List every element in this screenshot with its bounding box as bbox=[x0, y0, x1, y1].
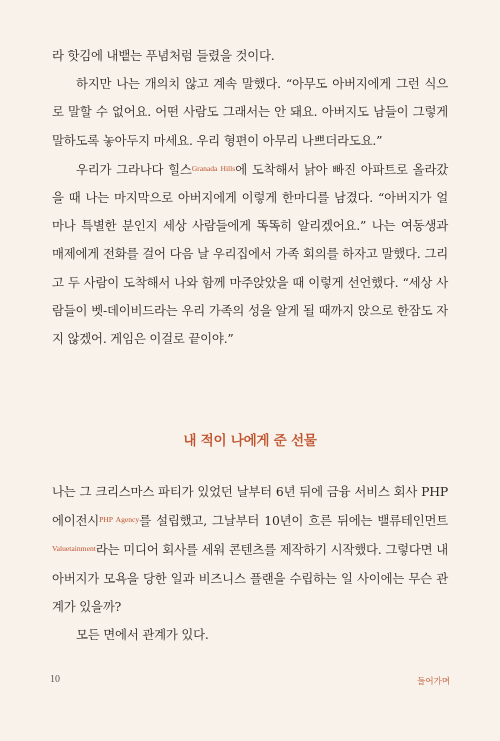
paragraph-3-part-a: 우리가 그라나다 힐스 bbox=[76, 161, 192, 177]
paragraph-4 bbox=[52, 478, 448, 621]
paragraph-3-part-b: 에 도착해서 낡아 빠진 아파트로 올라갔을 때 나는 마지막으로 아버지에게 이렇게 한마디를 남겼다. “아버지가 얼마나 특별한 분인지 세상 사람들에게 똑똑히 알리겠어요.” 나는 여동생과 매제에게 전화를 걸어 다음 날 우리집에서 가족 회의를 하자고 말했다. 그리고 두 사람이 도착해서 나와 함께 마주앉았을 때 이렇게 선언했다. “세상 사람들이 벳-데이비드라는 우리 가족의 성을 알게 될 때까지 앉으로 한잠도 자지 않겠어. 게임은 이걸로 끝이야.” bbox=[52, 161, 448, 347]
paragraph-5: 모든 면에서 관계가 있다. bbox=[76, 627, 209, 643]
paragraph-4-part-c: 라는 미디어 회사를 세워 콘텐츠를 제작하기 시작했다. 그렇다면 내 아버지가 모욕을 당한 일과 비즈니스 플랜을 수립하는 일 사이에는 무슨 관계가 있을까? bbox=[52, 542, 448, 614]
paragraph-3 bbox=[52, 155, 448, 353]
gloss-valuetainment: Valuetainment bbox=[52, 544, 96, 554]
paragraph-1: 라 핫김에 내뱉는 푸념처럼 들렸을 것이다. bbox=[52, 48, 275, 63]
gloss-php-agency: PHP Agency bbox=[99, 515, 140, 525]
body-text-bottom bbox=[52, 478, 448, 649]
body-text-top bbox=[52, 42, 448, 353]
running-footer-title: 들어가며 bbox=[417, 677, 450, 687]
paragraph-4-part-b: 를 설립했고, 그날부터 10년이 흐른 뒤에는 밸류테인먼트 bbox=[139, 513, 448, 529]
page-number: 10 bbox=[50, 674, 60, 685]
section-heading: 내 적이 나에게 준 선물 bbox=[183, 433, 317, 449]
paragraph-2: 하지만 나는 개의치 않고 계속 말했다. “아무도 아버지에게 그런 식으로 말할 수 없어요. 어떤 사람도 그래서는 안 돼요. 아버지도 남들이 그렇게 말하도록 놓아두지 마세요. 우리 형편이 아무리 나쁘더라도요.” bbox=[52, 76, 448, 148]
gloss-granada-hills: Granada Hills bbox=[191, 163, 236, 173]
paragraph-4-part-a: 나는 그 크리스마스 파티가 있었던 날부터 6년 뒤에 금융 서비스 회사 PHP 에이전시 bbox=[52, 484, 448, 529]
